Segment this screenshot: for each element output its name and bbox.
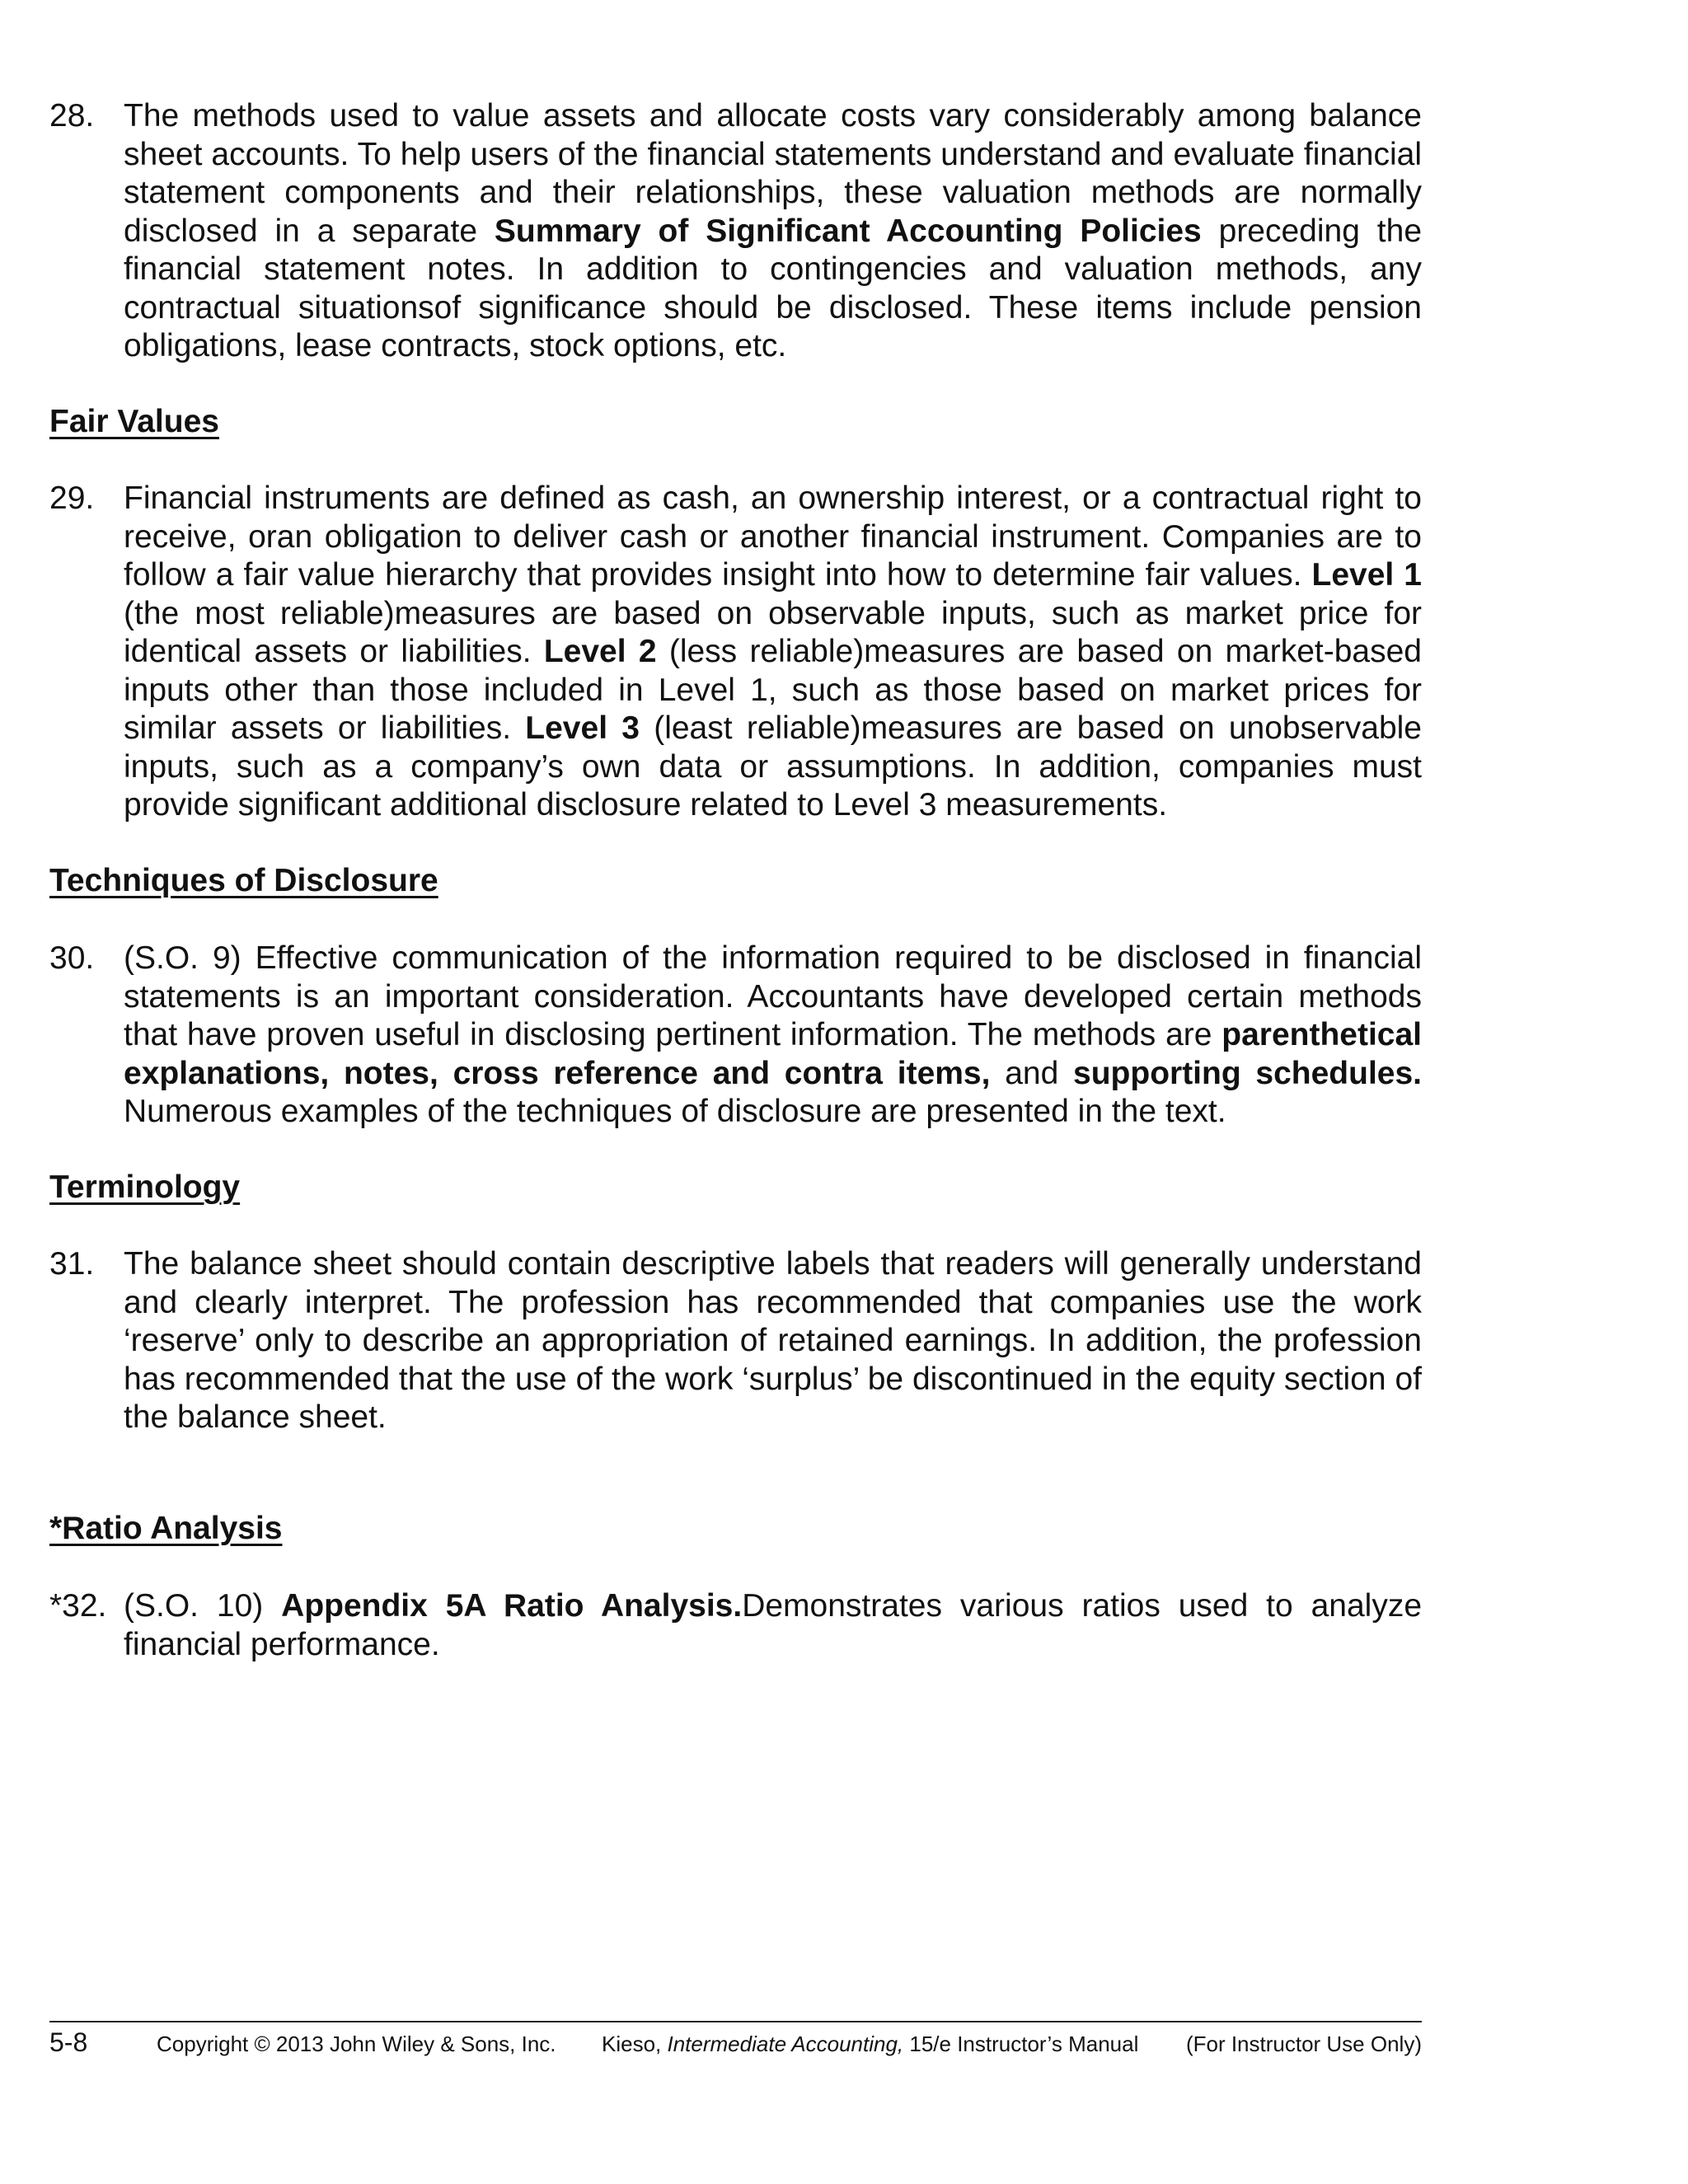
- paragraph-body: (S.O. 9) Effective communication of the information required to be disclosed in financial statements is an important consideration. Accountants have developed certain methods that have proven useful in disclosing pertinent information. The methods are parenthetical explanations, notes, cross reference and contra items, and supporting schedules. Numerous examples of the techniques of disclosure are presented in the text.: [124, 940, 1422, 1129]
- paragraph-30: [49, 940, 1422, 1132]
- bold-term: Level 2: [543, 634, 657, 669]
- section-heading-fair-values: Fair Values: [49, 404, 219, 439]
- paragraph-body: Financial instruments are defined as cash, an ownership interest, or a contractual right to receive, oran obligation to deliver cash or another financial instrument. Companies are to follow a fair value hierarchy that provides insight into how to determine fair values. Level 1 (the most reliable)measures are based on observable inputs, such as market price for identical assets or liabilities. Level 2 (less reliable)measures are based on market-based inputs other than those included in Level 1, such as those based on market prices for similar assets or liabilities. Level 3 (least reliable)measures are based on unobservable inputs, such as a company’s own data or assumptions. In addition, companies must provide significant additional disclosure related to Level 3 measurements.: [124, 480, 1422, 823]
- item-number: 30.: [49, 940, 95, 976]
- paragraph-28: [49, 97, 1422, 366]
- paragraph-body: The balance sheet should contain descriptive labels that readers will generally understand and clearly interpret. The profession has recommended that companies use the work ‘reserve’ only to describe an appropriation of retained earnings. In addition, the profession has recommended that the use of the work ‘surplus’ be discontinued in the equity section of the balance sheet.: [124, 1246, 1422, 1435]
- bold-term: Summary of Significant Accounting Policies: [494, 213, 1202, 249]
- copyright-notice: Copyright © 2013 John Wiley & Sons, Inc.: [157, 2032, 556, 2056]
- footer-divider: [49, 2021, 1422, 2022]
- page-number: 5-8: [49, 2027, 88, 2057]
- bold-term: Level 1: [1311, 557, 1422, 593]
- paragraph-31: [49, 1245, 1422, 1437]
- bold-term: parenthetical explanations, notes, cross reference and contra items,: [124, 1017, 1422, 1091]
- paragraph-body: (S.O. 10) Appendix 5A Ratio Analysis.Demonstrates various ratios used to analyze financial performance.: [124, 1588, 1423, 1662]
- bold-term: Level 3: [525, 710, 640, 746]
- section-heading-ratio-analysis: *Ratio Analysis: [49, 1511, 283, 1546]
- paragraph-29: [49, 480, 1422, 825]
- paragraph-body: The methods used to value assets and allocate costs vary considerably among balance sheet accounts. To help users of the financial statements understand and evaluate financial statement components and their relationships, these valuation methods are normally disclosed in a separate Summary of Significant Accounting Policies preceding the financial statement notes. In addition to contingencies and valuation methods, any contractual situationsof significance should be disclosed. These items include pension obligations, lease contracts, stock options, etc.: [124, 98, 1423, 363]
- section-heading-terminology: Terminology: [49, 1169, 241, 1205]
- item-number: 28.: [49, 98, 95, 134]
- book-title: Intermediate Accounting,: [667, 2032, 904, 2056]
- usage-note: (For Instructor Use Only): [1185, 2032, 1422, 2056]
- item-number: 31.: [49, 1246, 95, 1282]
- bold-term: Appendix 5A Ratio Analysis.: [281, 1588, 743, 1624]
- section-heading-techniques: Techniques of Disclosure: [49, 863, 438, 898]
- bold-term: supporting schedules.: [1073, 1055, 1422, 1091]
- item-number: 29.: [49, 480, 95, 516]
- book-citation: Kieso, Intermediate Accounting, 15/e Instructor’s Manual: [602, 2032, 1139, 2056]
- item-number: *32.: [49, 1588, 107, 1624]
- paragraph-32: [49, 1587, 1422, 1664]
